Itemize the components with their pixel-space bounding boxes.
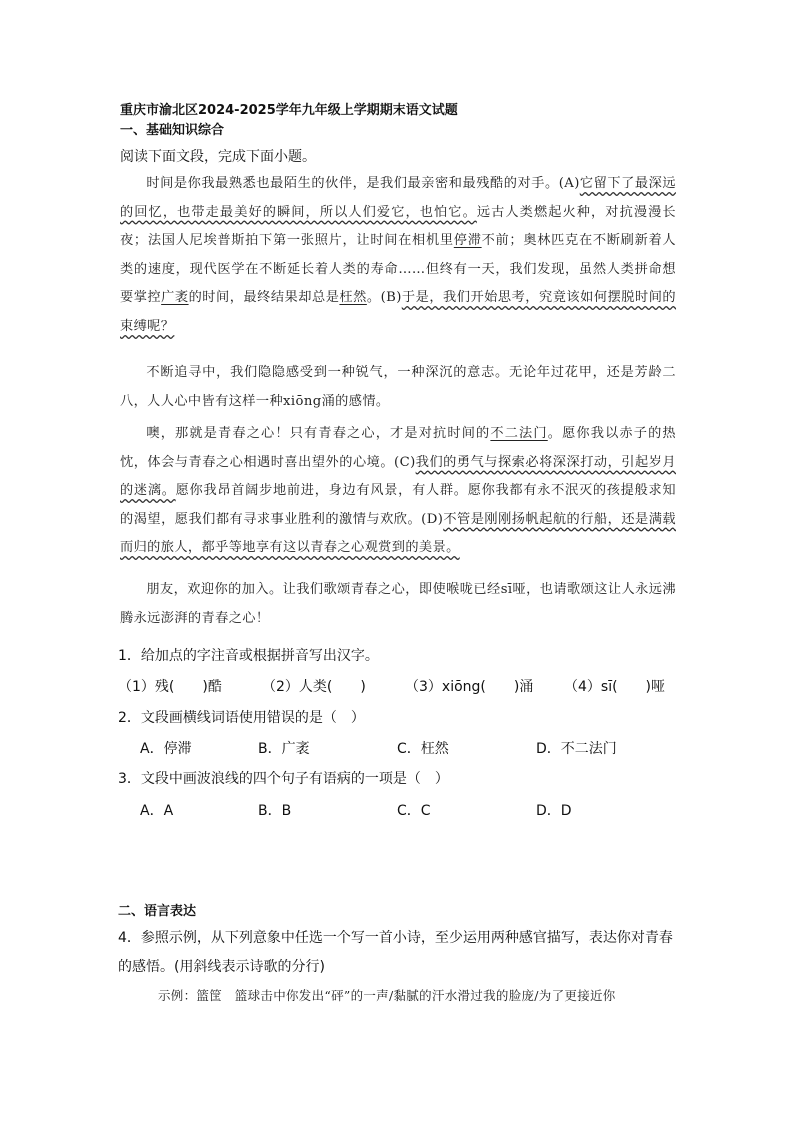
- q3-option-b: B．B: [258, 803, 292, 819]
- passage-paragraph-2: 不断追寻中，我们隐隐感受到一种锐气，一种深沉的意志。无论年过花甲，还是芳龄二八，人人心中皆有这样一种xiōng涌的感情。: [120, 365, 676, 409]
- question-3: 3．文段中画波浪线的四个句子有语病的一项是（ ）: [118, 771, 449, 787]
- q1-item-1: （1）残( )酷: [118, 679, 222, 695]
- underlined-term-buerfamen: 不二法门: [490, 426, 548, 441]
- q2-option-b: B．广袤: [258, 741, 310, 757]
- q1-item-3: （3）xiōng( )涌: [405, 679, 534, 695]
- wavy-sentence-c: 我们的勇气与探索必将深深打动，引起岁月的迷漓。: [120, 454, 676, 499]
- wavy-sentence-a: 它留下了最深远的回忆，也带走最美好的瞬间，所以人们爱它，也怕它。: [120, 176, 676, 220]
- q2-option-d: D．不二法门: [536, 741, 617, 757]
- poem-example: 示例：篮筐 篮球击中你发出“砰”的一声/黏腻的汗水滑过我的脸庞/为了更接近你: [158, 988, 616, 1003]
- q1-item-2: （2）人类( ): [262, 679, 366, 695]
- q3-option-a: A．A: [140, 803, 174, 819]
- passage-paragraph-4: 朋友，欢迎你的加入。让我们歌颂青春之心，即使喉咙已经sī哑，也请歌颂这让人永远沸腾永远澎湃的青春之心！: [120, 582, 676, 626]
- q1-item-4: （4）sī( )哑: [564, 679, 666, 695]
- underlined-term-wangran: 枉然: [339, 290, 367, 306]
- section1-heading: 一、基础知识综合: [120, 123, 225, 138]
- q3-option-c: C．C: [397, 803, 431, 819]
- underlined-term-tingzhi: 停滞: [453, 233, 482, 249]
- question-2: 2．文段画横线词语使用错误的是（ ）: [118, 710, 365, 726]
- question-4: 4．参照示例，从下列意象中任选一个写一首小诗，至少运用两种感官描写，表达你对青春的感悟。(用斜线表示诗歌的分行): [118, 930, 673, 975]
- q2-option-a: A．停滞: [140, 741, 192, 757]
- wavy-sentence-b: 于是，我们开始思考，究竟该如何摆脱时间的束缚呢？: [120, 290, 677, 334]
- q3-option-d: D．D: [536, 803, 572, 819]
- q2-option-c: C．枉然: [397, 741, 449, 757]
- section2-heading: 二、语言表达: [118, 904, 197, 919]
- underlined-term-guangmao: 广袤: [161, 290, 189, 306]
- page-title: 重庆市渝北区2024-2025学年九年级上学期期末语文试题: [120, 103, 458, 118]
- wavy-sentence-d: 不管是刚刚扬帆起航的行船，还是满载而归的旅人，都乎等地享有这以青春之心观赏到的美景。: [120, 511, 676, 556]
- passage-paragraph-3: 噢，那就是青春之心！只有青春之心，才是对抗时间的不二法门。愿你我以赤子的热忱，体会与青春之心相遇时喜出望外的心境。(C)我们的勇气与探索必将深深打动，引起岁月的迷漓。愿你我昂首阔步地前进，身边有风景，有人群。愿你我都有永不泯灭的孩提般求知的渴望，愿我们都有寻求事业胜利的激情与欢欣。(D)不管是刚刚扬帆起航的行船，还是满载而归的旅人，都乎等地享有这以青春之心观赏到的美景。: [120, 426, 676, 556]
- question-1: 1．给加点的字注音或根据拼音写出汉字。: [118, 648, 379, 664]
- passage-paragraph-1: 时间是你我最熟悉也最陌生的伙伴，是我们最亲密和最残酷的对手。(A)它留下了最深远的回忆，也带走最美好的瞬间，所以人们爱它，也怕它。远古人类燃起火种，对抗漫漫长夜；法国人尼埃普斯拍下第一张照片，让时间在相机里停滞不前；奥林匹克在不断刷新着人类的速度，现代医学在不断延长着人类的寿命……但终有一天，我们发现，虽然人类拼命想要掌控广袤的时间，最终结果却总是枉然。(B)于是，我们开始思考，究竟该如何摆脱时间的束缚呢？: [120, 176, 677, 334]
- reading-instruction: 阅读下面文段，完成下面小题。: [120, 149, 316, 165]
